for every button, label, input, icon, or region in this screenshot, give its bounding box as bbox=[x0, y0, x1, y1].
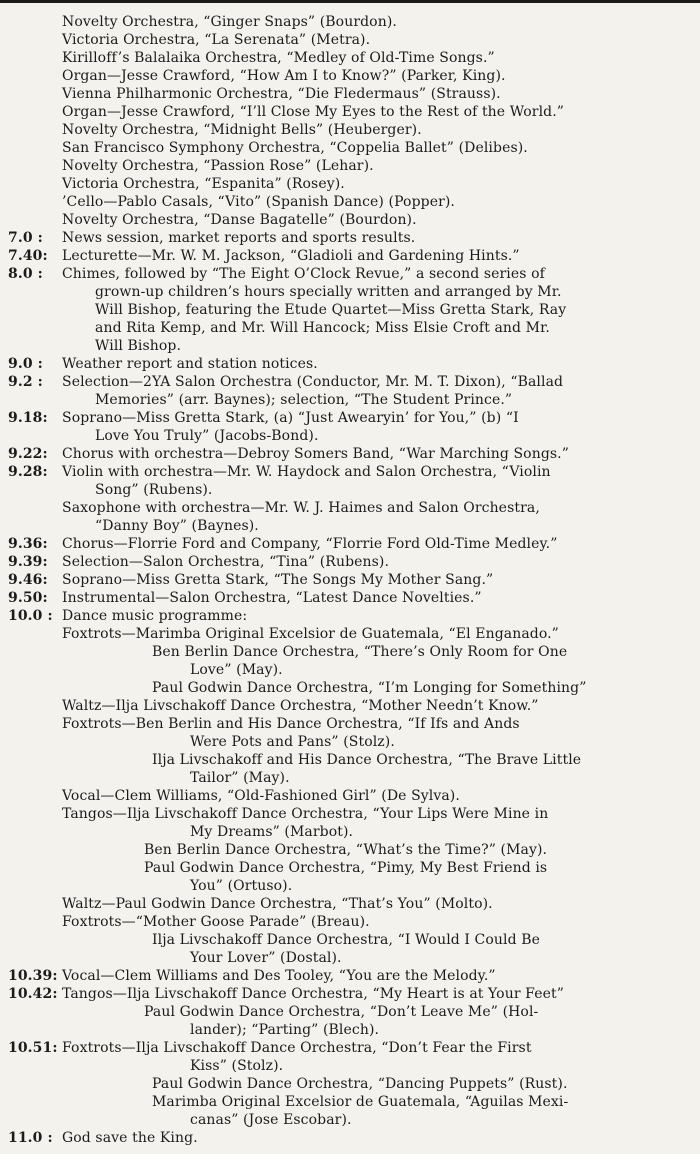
time-label: 11.0 : bbox=[8, 1130, 53, 1146]
program-item: Novelty Orchestra, “Midnight Bells” (Heuberger). bbox=[62, 122, 422, 138]
program-line: My Dreams” (Marbot). bbox=[190, 824, 354, 840]
program-line: Selection—2YA Salon Orchestra (Conductor, Mr. M. T. Dixon), “Ballad bbox=[62, 374, 564, 390]
program-line: Tangos—Ilja Livschakoff Dance Orchestra, “Your Lips Were Mine in bbox=[62, 806, 549, 822]
program-line: Selection—Salon Orchestra, “Tina” (Rubens). bbox=[62, 554, 390, 570]
program-line: “Danny Boy” (Baynes). bbox=[95, 518, 259, 534]
time-label: 7.0 : bbox=[8, 230, 43, 246]
program-line: Your Lover” (Dostal). bbox=[190, 950, 342, 966]
program-line: Ilja Livschakoff and His Dance Orchestra, “The Brave Little bbox=[152, 752, 582, 768]
program-line: Love” (May). bbox=[190, 662, 283, 678]
program-line: Foxtrots—“Mother Goose Parade” (Breau). bbox=[62, 914, 370, 930]
program-line: Paul Godwin Dance Orchestra, “Don’t Leave Me” (Hol- bbox=[144, 1004, 539, 1020]
program-line: Ilja Livschakoff Dance Orchestra, “I Would I Could Be bbox=[152, 932, 540, 948]
program-line: and Rita Kemp, and Mr. Will Hancock; Miss Elsie Croft and Mr. bbox=[95, 320, 550, 336]
program-line: Song” (Rubens). bbox=[95, 482, 213, 498]
program-item: Organ—Jesse Crawford, “I’ll Close My Eyes to the Rest of the World.” bbox=[62, 104, 565, 120]
time-label: 9.36: bbox=[8, 536, 48, 552]
program-line: Paul Godwin Dance Orchestra, “I’m Longing for Something” bbox=[152, 680, 587, 696]
program-line: Chorus—Florrie Ford and Company, “Florrie Ford Old-Time Medley.” bbox=[62, 536, 558, 552]
top-rule bbox=[0, 0, 700, 3]
program-line: Lecturette—Mr. W. M. Jackson, “Gladioli and Gardening Hints.” bbox=[62, 248, 520, 264]
time-label: 9.18: bbox=[8, 410, 48, 426]
program-line: Vocal—Clem Williams, “Old-Fashioned Girl” (De Sylva). bbox=[62, 788, 460, 804]
program-line: Tailor” (May). bbox=[190, 770, 290, 786]
program-line: Waltz—Ilja Livschakoff Dance Orchestra, “Mother Needn’t Know.” bbox=[62, 698, 539, 714]
program-line: Were Pots and Pans” (Stolz). bbox=[190, 734, 395, 750]
program-line: Ben Berlin Dance Orchestra, “What’s the Time?” (May). bbox=[144, 842, 548, 858]
program-line: Love You Truly” (Jacobs-Bond). bbox=[95, 428, 319, 444]
program-item: Victoria Orchestra, “Espanita” (Rosey). bbox=[62, 176, 345, 192]
time-label: 7.40: bbox=[8, 248, 48, 264]
program-item: Vienna Philharmonic Orchestra, “Die Fledermaus” (Strauss). bbox=[62, 86, 501, 102]
program-line: Soprano—Miss Gretta Stark, (a) “Just Awearyin’ for You,” (b) “I bbox=[62, 410, 519, 426]
program-line: God save the King. bbox=[62, 1130, 198, 1146]
program-line: lander); “Parting” (Blech). bbox=[190, 1022, 380, 1038]
program-line: canas” (Jose Escobar). bbox=[190, 1112, 352, 1128]
time-label: 8.0 : bbox=[8, 266, 43, 282]
program-line: Paul Godwin Dance Orchestra, “Dancing Puppets” (Rust). bbox=[152, 1076, 568, 1092]
program-line: Saxophone with orchestra—Mr. W. J. Haimes and Salon Orchestra, bbox=[62, 500, 540, 516]
program-item: Organ—Jesse Crawford, “How Am I to Know?” (Parker, King). bbox=[62, 68, 506, 84]
program-line: Foxtrots—Ilja Livschakoff Dance Orchestra, “Don’t Fear the First bbox=[62, 1040, 532, 1056]
program-line: News session, market reports and sports results. bbox=[62, 230, 416, 246]
program-line: Waltz—Paul Godwin Dance Orchestra, “That’s You” (Molto). bbox=[62, 896, 493, 912]
time-label: 10.0 : bbox=[8, 608, 53, 624]
program-item: Novelty Orchestra, “Passion Rose” (Lehar). bbox=[62, 158, 374, 174]
program-line: Vocal—Clem Williams and Des Tooley, “You are the Melody.” bbox=[62, 968, 496, 984]
time-label: 9.28: bbox=[8, 464, 48, 480]
program-line: Violin with orchestra—Mr. W. Haydock and Salon Orchestra, “Violin bbox=[62, 464, 551, 480]
program-line: Memories” (arr. Baynes); selection, “The Student Prince.” bbox=[95, 392, 513, 408]
program-line: Weather report and station notices. bbox=[62, 356, 318, 372]
program-line: Paul Godwin Dance Orchestra, “Pimy, My Best Friend is bbox=[144, 860, 548, 876]
program-item: ’Cello—Pablo Casals, “Vito” (Spanish Dance) (Popper). bbox=[62, 194, 455, 210]
program-line: You” (Ortuso). bbox=[190, 878, 293, 894]
time-label: 9.39: bbox=[8, 554, 48, 570]
time-label: 9.22: bbox=[8, 446, 48, 462]
time-label: 10.42: bbox=[8, 986, 58, 1002]
program-item: Novelty Orchestra, “Danse Bagatelle” (Bourdon). bbox=[62, 212, 417, 228]
program-item: Novelty Orchestra, “Ginger Snaps” (Bourdon). bbox=[62, 14, 397, 30]
program-line: Instrumental—Salon Orchestra, “Latest Dance Novelties.” bbox=[62, 590, 482, 606]
program-line: Chorus with orchestra—Debroy Somers Band, “War Marching Songs.” bbox=[62, 446, 569, 462]
time-label: 9.50: bbox=[8, 590, 48, 606]
program-line: Will Bishop. bbox=[95, 338, 182, 354]
program-line: Chimes, followed by “The Eight O’Clock Revue,” a second series of bbox=[62, 266, 545, 282]
time-label: 9.46: bbox=[8, 572, 48, 588]
program-item: San Francisco Symphony Orchestra, “Coppelia Ballet” (Delibes). bbox=[62, 140, 528, 156]
program-line: Foxtrots—Ben Berlin and His Dance Orchestra, “If Ifs and Ands bbox=[62, 716, 520, 732]
time-label: 10.39: bbox=[8, 968, 58, 984]
program-line: Ben Berlin Dance Orchestra, “There’s Only Room for One bbox=[152, 644, 568, 660]
program-line: Tangos—Ilja Livschakoff Dance Orchestra, “My Heart is at Your Feet” bbox=[62, 986, 564, 1002]
program-item: Kirilloff’s Balalaika Orchestra, “Medley of Old-Time Songs.” bbox=[62, 50, 495, 66]
time-label: 10.51: bbox=[8, 1040, 58, 1056]
program-line: Foxtrots—Marimba Original Excelsior de Guatemala, “El Enganado.” bbox=[62, 626, 559, 642]
program-line: Dance music programme: bbox=[62, 608, 248, 624]
program-line: Kiss” (Stolz). bbox=[190, 1058, 284, 1074]
program-line: Will Bishop, featuring the Etude Quartet—Miss Gretta Stark, Ray bbox=[95, 302, 567, 318]
program-line: Marimba Original Excelsior de Guatemala, “Aguilas Mexi- bbox=[152, 1094, 569, 1110]
program-item: Victoria Orchestra, “La Serenata” (Metra). bbox=[62, 32, 371, 48]
time-label: 9.0 : bbox=[8, 356, 43, 372]
time-label: 9.2 : bbox=[8, 374, 43, 390]
program-line: grown-up children’s hours specially written and arranged by Mr. bbox=[95, 284, 562, 300]
program-line: Soprano—Miss Gretta Stark, “The Songs My Mother Sang.” bbox=[62, 572, 494, 588]
